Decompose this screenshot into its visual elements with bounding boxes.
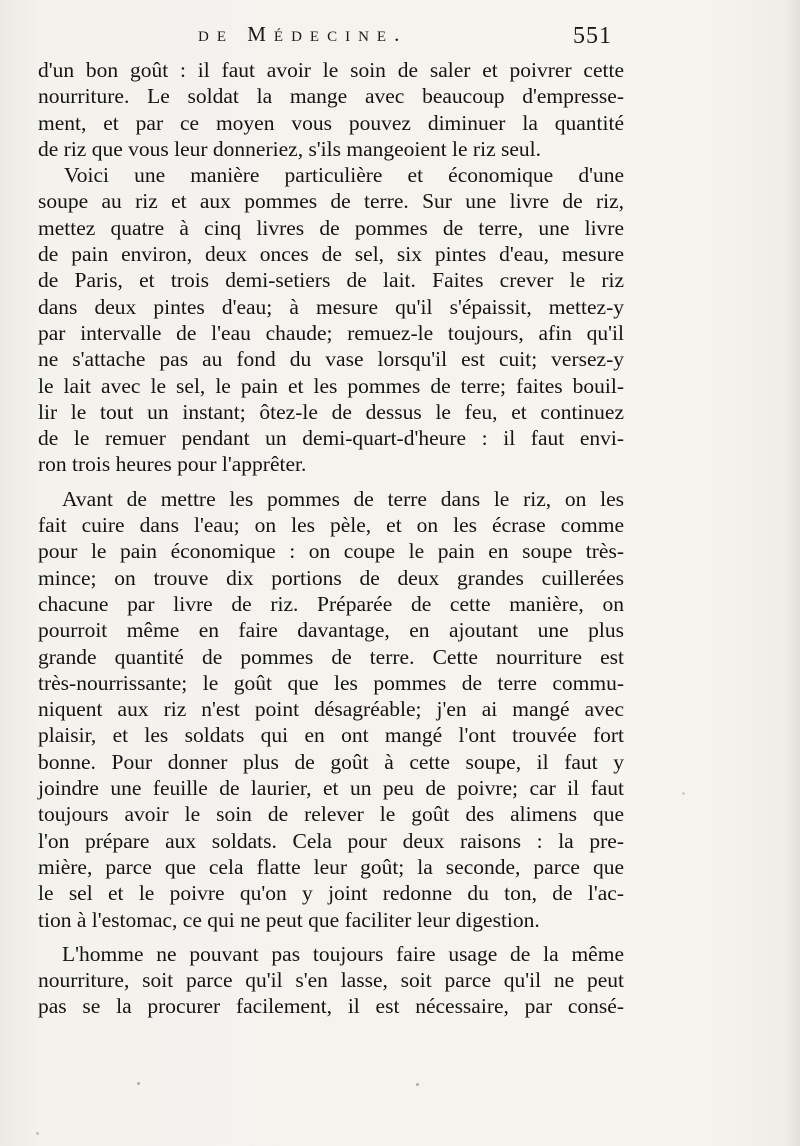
text-line: l'on prépare aux soldats. Cela pour deux raisons : la pre- xyxy=(38,828,624,853)
text-line: pas se la procurer facilement, il est nécessaire, par consé- xyxy=(38,994,624,1019)
text-line: dans deux pintes d'eau; à mesure qu'il s'épaissit, mettez-y xyxy=(38,294,624,319)
text-line: le lait avec le sel, le pain et les pommes de terre; faites bouil- xyxy=(38,373,624,398)
text-line: bonne. Pour donner plus de goût à cette soupe, il faut y xyxy=(38,749,624,774)
text-line: Avant de mettre les pommes de terre dans le riz, on les xyxy=(62,486,624,511)
text-line: mettez quatre à cinq livres de pommes de terre, une livre xyxy=(38,215,624,240)
page-edge-shadow xyxy=(786,0,800,1146)
text-line: ne s'attache pas au fond du vase lorsqu'il est cuit; versez-y xyxy=(38,347,624,372)
text-line: de Paris, et trois demi-setiers de lait. Faites crever le riz xyxy=(38,268,624,293)
text-line: d'un bon goût : il faut avoir le soin de saler et poivrer cette xyxy=(38,58,624,82)
text-line: le sel et le poivre qu'on y joint redonne du ton, de l'ac- xyxy=(38,881,624,906)
text-line: L'homme ne pouvant pas toujours faire usage de la même xyxy=(62,941,624,966)
text-line: pour le pain économique : on coupe le pain en soupe très- xyxy=(38,539,624,564)
text-line: ron trois heures pour l'apprêter. xyxy=(38,452,307,477)
text-line: nourriture. Le soldat la mange avec beaucoup d'empresse- xyxy=(38,84,624,109)
text-line: ment, et par ce moyen vous pouvez diminuer la quantité xyxy=(38,110,624,135)
text-line: mince; on trouve dix portions de deux grandes cuillerées xyxy=(38,565,624,590)
text-line: niquent aux riz n'est point désagréable; j'en ai mangé avec xyxy=(38,697,624,722)
text-line: tion à l'estomac, ce qui ne peut que faciliter leur digestion. xyxy=(38,907,540,932)
body-text xyxy=(38,57,624,1020)
text-line: grande quantité de pommes de terre. Cette nourriture est xyxy=(38,644,624,669)
page-number: 551 xyxy=(573,23,612,49)
text-line: Voici une manière particulière et économique d'une xyxy=(64,163,624,188)
text-line: très-nourrissante; le goût que les pommes de terre commu- xyxy=(38,670,624,695)
text-line: de le remuer pendant un demi-quart-d'heure : il faut envi- xyxy=(38,426,624,451)
text-line: fait cuire dans l'eau; on les pèle, et on les écrase comme xyxy=(38,513,624,538)
text-line: nourriture, soit parce qu'il s'en lasse, soit parce qu'il ne peut xyxy=(38,968,624,993)
text-line: joindre une feuille de laurier, et un peu de poivre; car il faut xyxy=(38,776,624,801)
text-line: lir le tout un instant; ôtez-le de dessus le feu, et continuez xyxy=(38,399,624,424)
text-line: soupe au riz et aux pommes de terre. Sur une livre de riz, xyxy=(38,189,624,214)
text-line: de riz que vous leur donneriez, s'ils mangeoient le riz seul. xyxy=(38,136,541,161)
text-line: pourroit même en faire davantage, en ajoutant une plus xyxy=(38,618,624,643)
text-line: chacune par livre de riz. Préparée de cette manière, on xyxy=(38,591,624,616)
running-title: de Médecine. xyxy=(198,22,408,46)
text-line: toujours avoir le soin de relever le goût des alimens que xyxy=(38,802,624,827)
text-line: de pain environ, deux onces de sel, six pintes d'eau, mesure xyxy=(38,242,624,267)
text-line: par intervalle de l'eau chaude; remuez-le toujours, afin qu'il xyxy=(38,320,624,345)
text-line: mière, parce que cela flatte leur goût; la seconde, parce que xyxy=(38,854,624,879)
text-line: plaisir, et les soldats qui en ont mangé l'ont trouvée fort xyxy=(38,723,624,748)
page-header xyxy=(0,18,800,50)
